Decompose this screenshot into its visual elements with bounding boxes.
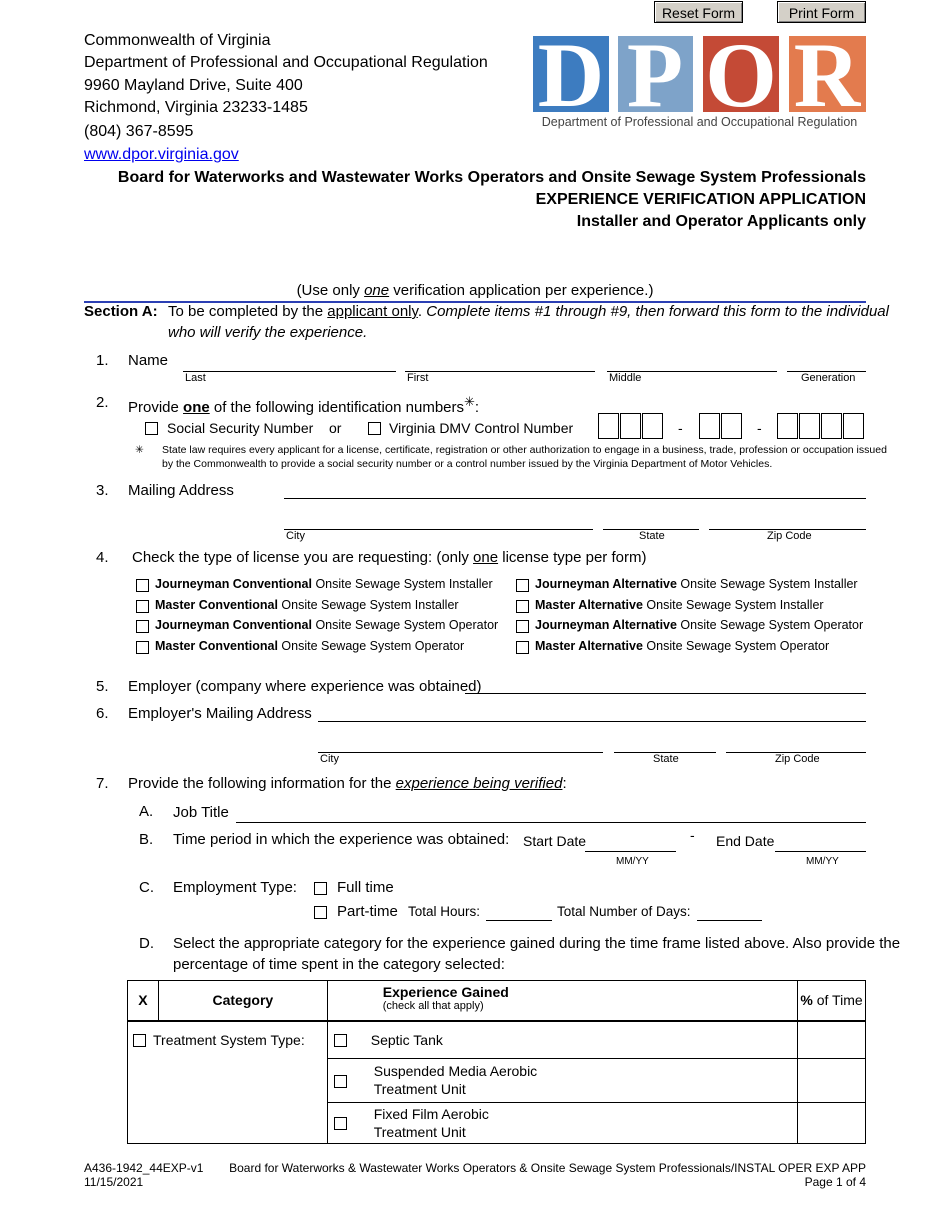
svg-text:R: R: [793, 36, 861, 112]
id-digit-box[interactable]: [843, 413, 864, 439]
total-hours-field[interactable]: [486, 920, 552, 921]
footnote-asterisk-icon: ✳: [135, 444, 144, 456]
id-digit-box[interactable]: [598, 413, 619, 439]
employer-city-field[interactable]: [318, 752, 603, 753]
phone-number: (804) 367-8595: [84, 123, 194, 140]
middle-name-caption: Middle: [609, 372, 642, 384]
end-date-format: MM/YY: [806, 856, 839, 867]
form-date: 11/15/2021: [84, 1175, 144, 1189]
start-date-format: MM/YY: [616, 856, 649, 867]
item-4-number: 4.: [96, 549, 109, 566]
last-name-caption: Last: [185, 372, 206, 384]
category-cell: Treatment System Type:: [128, 1021, 328, 1144]
form-subtitle: Installer and Operator Applicants only: [576, 213, 866, 230]
end-date-label: End Date: [716, 833, 775, 849]
zip-caption: Zip Code: [767, 530, 812, 542]
item-2-number: 2.: [96, 394, 109, 411]
experience-checkbox[interactable]: [334, 1117, 347, 1130]
experience-column-header: Experience Gained (check all that apply): [327, 981, 797, 1021]
license-checkbox[interactable]: [516, 620, 529, 633]
item-7-number: 7.: [96, 775, 109, 792]
employer-address-label: Employer's Mailing Address: [128, 705, 312, 722]
street-address: 9960 Mayland Drive, Suite 400: [84, 77, 303, 94]
total-days-label: Total Number of Days:: [557, 904, 691, 919]
category-column-header: Category: [158, 981, 327, 1021]
license-option: Master Alternative Onsite Sewage System Installer: [535, 598, 824, 612]
category-instructions-line-2: percentage of time spent in the category selected:: [173, 956, 505, 973]
city-field[interactable]: [284, 529, 593, 530]
id-number-label: Provide one of the following identification numbers✳:: [128, 394, 480, 416]
license-option: Journeyman Alternative Onsite Sewage System Installer: [535, 577, 858, 591]
item-6-number: 6.: [96, 705, 109, 722]
form-id: A436-1942_44EXP-v1: [84, 1161, 204, 1175]
employer-label: Employer (company where experience was obtained): [128, 678, 482, 695]
id-digit-box[interactable]: [777, 413, 798, 439]
ssn-checkbox[interactable]: [145, 422, 158, 435]
license-checkbox[interactable]: [516, 641, 529, 654]
item-5-number: 5.: [96, 678, 109, 695]
website-link[interactable]: www.dpor.virginia.gov: [84, 146, 239, 163]
license-option: Master Alternative Onsite Sewage System Operator: [535, 639, 830, 653]
department-name: Department of Professional and Occupational Regulation: [84, 54, 488, 71]
experience-row: Septic Tank: [327, 1021, 797, 1059]
percent-cell[interactable]: [798, 1103, 866, 1144]
dpor-logo: [533, 36, 866, 132]
id-digit-box[interactable]: [821, 413, 842, 439]
asterisk-icon: ✳: [464, 394, 475, 409]
experience-info-label: Provide the following information for the experience being verified:: [128, 775, 567, 792]
id-digit-box[interactable]: [799, 413, 820, 439]
name-label: Name: [128, 352, 169, 369]
employment-type-label: Employment Type:: [173, 879, 297, 896]
license-type-label: Check the type of license you are requesting: (only one license type per form): [132, 549, 647, 566]
part-time-label: Part-time: [337, 903, 398, 920]
license-checkbox[interactable]: [136, 579, 149, 592]
footer-board-title: Board for Waterworks & Wastewater Works Operators & Onsite Sewage System Professionals/INSTAL OPER EXP APP: [229, 1161, 866, 1175]
employer-state-caption: State: [653, 753, 679, 765]
experience-category-table: [127, 980, 866, 1144]
category-checkbox[interactable]: [133, 1034, 146, 1047]
ssn-label: Social Security Number: [167, 420, 314, 436]
last-name-field[interactable]: [183, 371, 396, 372]
license-checkbox[interactable]: [136, 600, 149, 613]
job-title-field[interactable]: [236, 822, 866, 823]
id-dash: -: [678, 420, 683, 436]
start-date-field[interactable]: [585, 851, 676, 852]
experience-row: Suspended Media Aerobic Treatment Unit: [327, 1059, 797, 1103]
form-title: EXPERIENCE VERIFICATION APPLICATION: [535, 191, 866, 208]
part-time-checkbox[interactable]: [314, 906, 327, 919]
id-dash: -: [757, 420, 762, 436]
reset-form-button[interactable]: Reset Form: [654, 1, 743, 23]
id-digit-box[interactable]: [620, 413, 641, 439]
id-digit-box[interactable]: [642, 413, 663, 439]
or-label: or: [329, 420, 342, 436]
license-checkbox[interactable]: [516, 579, 529, 592]
item-7b-letter: B.: [139, 831, 154, 848]
svg-text:D: D: [537, 36, 605, 112]
item-3-number: 3.: [96, 482, 109, 499]
license-option: Journeyman Alternative Onsite Sewage System Operator: [535, 618, 864, 632]
job-title-label: Job Title: [173, 804, 229, 821]
experience-checkbox[interactable]: [334, 1034, 347, 1047]
section-a-instructions: To be completed by the applicant only. Complete items #1 through #9, then forward this form to the individual: [168, 303, 889, 320]
percent-cell[interactable]: [798, 1059, 866, 1103]
time-period-label: Time period in which the experience was obtained:: [173, 831, 510, 848]
print-form-button[interactable]: Print Form: [777, 1, 866, 23]
ssn-footnote-line-1: State law requires every applicant for a license, certificate, registration or other authorization to engage in a business, trade, profession or occupation issued: [162, 444, 887, 456]
item-7d-letter: D.: [139, 935, 154, 952]
section-a-label: Section A:: [84, 303, 158, 320]
full-time-label: Full time: [337, 879, 394, 896]
item-7c-letter: C.: [139, 879, 154, 896]
employer-field[interactable]: [465, 693, 866, 694]
logo-caption: Department of Professional and Occupational Regulation: [541, 115, 858, 129]
start-date-label: Start Date: [523, 833, 587, 849]
city-address: Richmond, Virginia 23233-1485: [84, 99, 308, 116]
total-days-field[interactable]: [697, 920, 762, 921]
percent-cell[interactable]: [798, 1021, 866, 1059]
license-checkbox[interactable]: [136, 620, 149, 633]
item-1-number: 1.: [96, 352, 109, 369]
license-checkbox[interactable]: [516, 600, 529, 613]
license-option: Journeyman Conventional Onsite Sewage System Installer: [155, 577, 493, 591]
end-date-field[interactable]: [775, 851, 866, 852]
generation-caption: Generation: [801, 372, 856, 384]
page-number: Page 1 of 4: [804, 1175, 866, 1189]
board-name: Board for Waterworks and Wastewater Works Operators and Onsite Sewage System Professionals: [117, 169, 866, 186]
employer-city-caption: City: [320, 753, 339, 765]
experience-checkbox[interactable]: [334, 1075, 347, 1088]
total-hours-label: Total Hours:: [408, 904, 481, 919]
percent-column-header: % of Time: [798, 981, 866, 1021]
svg-text:P: P: [626, 36, 684, 112]
category-instructions-line-1: Select the appropriate category for the experience gained during the time frame listed above. Also provide the: [173, 935, 901, 952]
mailing-address-field[interactable]: [284, 498, 866, 499]
license-option: Journeyman Conventional Onsite Sewage System Operator: [155, 618, 499, 632]
svg-text:O: O: [705, 36, 777, 112]
mailing-address-label: Mailing Address: [128, 482, 234, 499]
agency-name: Commonwealth of Virginia: [84, 32, 271, 49]
item-7a-letter: A.: [139, 803, 154, 820]
license-option: Master Conventional Onsite Sewage System Installer: [155, 598, 459, 612]
usage-note: (Use only one verification application per experience.): [296, 282, 654, 299]
dmv-checkbox[interactable]: [368, 422, 381, 435]
id-digit-box[interactable]: [699, 413, 720, 439]
license-checkbox[interactable]: [136, 641, 149, 654]
license-option: Master Conventional Onsite Sewage System Operator: [155, 639, 465, 653]
experience-row: Fixed Film Aerobic Treatment Unit: [327, 1103, 797, 1144]
city-caption: City: [286, 530, 305, 542]
ssn-footnote-line-2: by the Commonwealth to provide a social security number or a control number issued by the Virginia Department of Motor Vehicles.: [162, 458, 773, 470]
dmv-label: Virginia DMV Control Number: [389, 420, 574, 436]
section-a-instructions-cont: who will verify the experience.: [168, 324, 368, 341]
employer-zip-caption: Zip Code: [775, 753, 820, 765]
full-time-checkbox[interactable]: [314, 882, 327, 895]
id-digit-box[interactable]: [721, 413, 742, 439]
date-dash: -: [690, 827, 695, 843]
first-name-caption: First: [407, 372, 429, 384]
x-column-header: X: [128, 981, 159, 1021]
first-name-field[interactable]: [405, 371, 595, 372]
state-caption: State: [639, 530, 665, 542]
employer-address-field[interactable]: [318, 721, 866, 722]
